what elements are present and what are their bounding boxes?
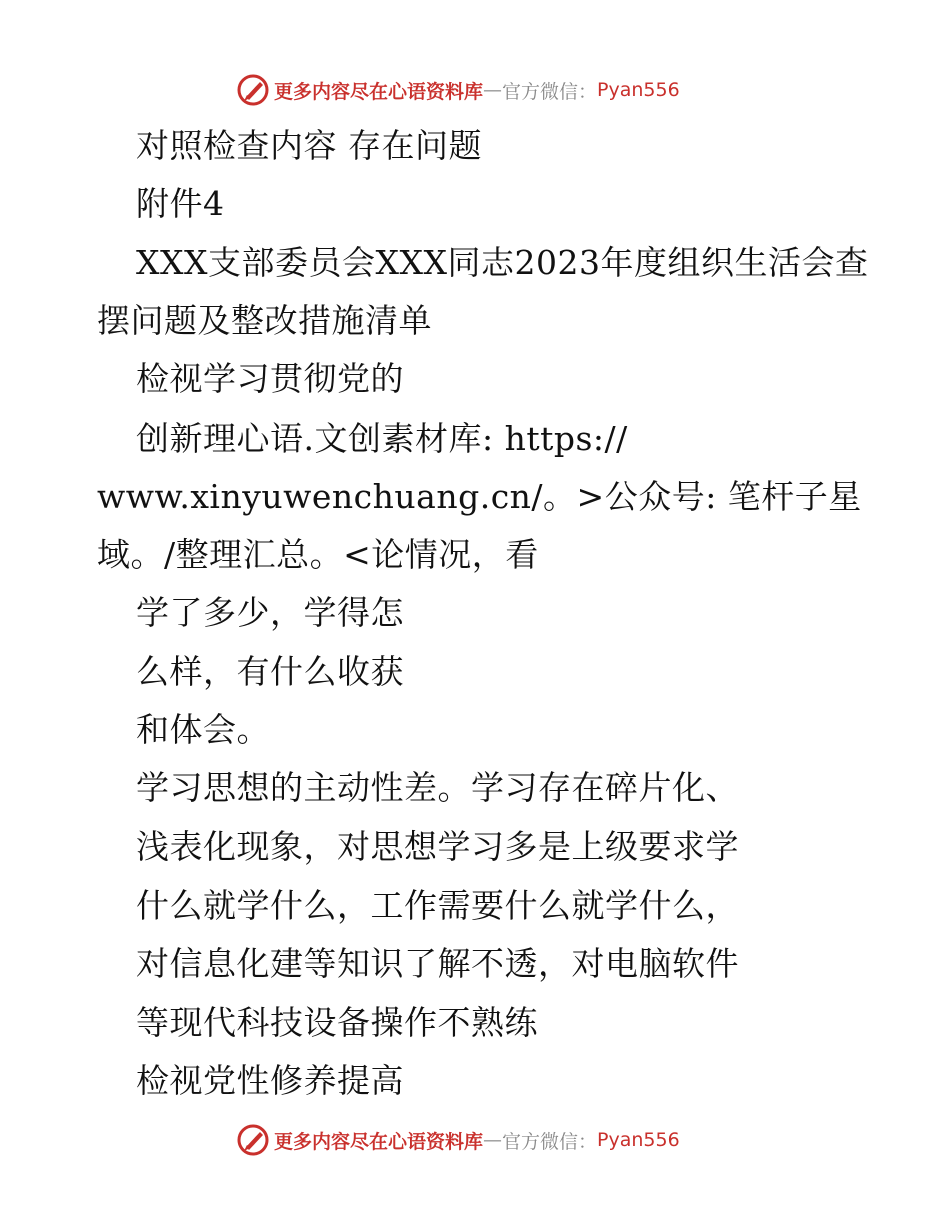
pen-logo-icon — [236, 1123, 270, 1157]
doc-line: 对照检查内容 存在问题 — [136, 126, 482, 165]
banner-separator: — — [483, 79, 503, 101]
doc-line: 检视学习贯彻党的 — [136, 359, 404, 398]
banner-text: 更多内容尽在心语资料库 — [274, 80, 484, 103]
footer-banner — [236, 1122, 680, 1158]
doc-line: 等现代科技设备操作不熟练 — [136, 1003, 538, 1042]
doc-line: 什么就学什么，工作需要什么就学什么， — [136, 886, 739, 925]
banner-separator: — — [483, 1129, 503, 1151]
doc-line: 检视党性修养提高 — [136, 1061, 404, 1100]
doc-line: 么样，有什么收获 — [136, 652, 404, 691]
doc-line: 创新理心语.文创素材库: https:// — [136, 419, 628, 458]
pen-logo-icon — [236, 73, 270, 107]
header-banner — [236, 72, 680, 108]
banner-wechat-label: 官方微信： — [502, 80, 598, 103]
doc-line: 浅表化现象，对思想学习多是上级要求学 — [136, 827, 739, 866]
doc-line: 学习思想的主动性差。学习存在碎片化、 — [136, 768, 739, 807]
doc-line: 附件4 — [136, 184, 225, 223]
banner-wechat-id: Pyan556 — [597, 1129, 680, 1151]
doc-line: www.xinyuwenchuang.cn/。>公众号: 笔杆子星 — [97, 477, 862, 516]
doc-line: 域。/整理汇总。<论情况，看 — [97, 535, 539, 574]
doc-line: XXX支部委员会XXX同志2023年度组织生活会查 — [136, 243, 869, 282]
banner-text: 更多内容尽在心语资料库 — [274, 1130, 484, 1153]
doc-line: 摆问题及整改措施清单 — [97, 301, 432, 340]
banner-wechat-id: Pyan556 — [597, 79, 680, 101]
doc-line: 对信息化建等知识了解不透，对电脑软件 — [136, 944, 739, 983]
doc-line: 学了多少，学得怎 — [136, 593, 404, 632]
banner-wechat-label: 官方微信： — [502, 1130, 598, 1153]
doc-line: 和体会。 — [136, 710, 270, 749]
